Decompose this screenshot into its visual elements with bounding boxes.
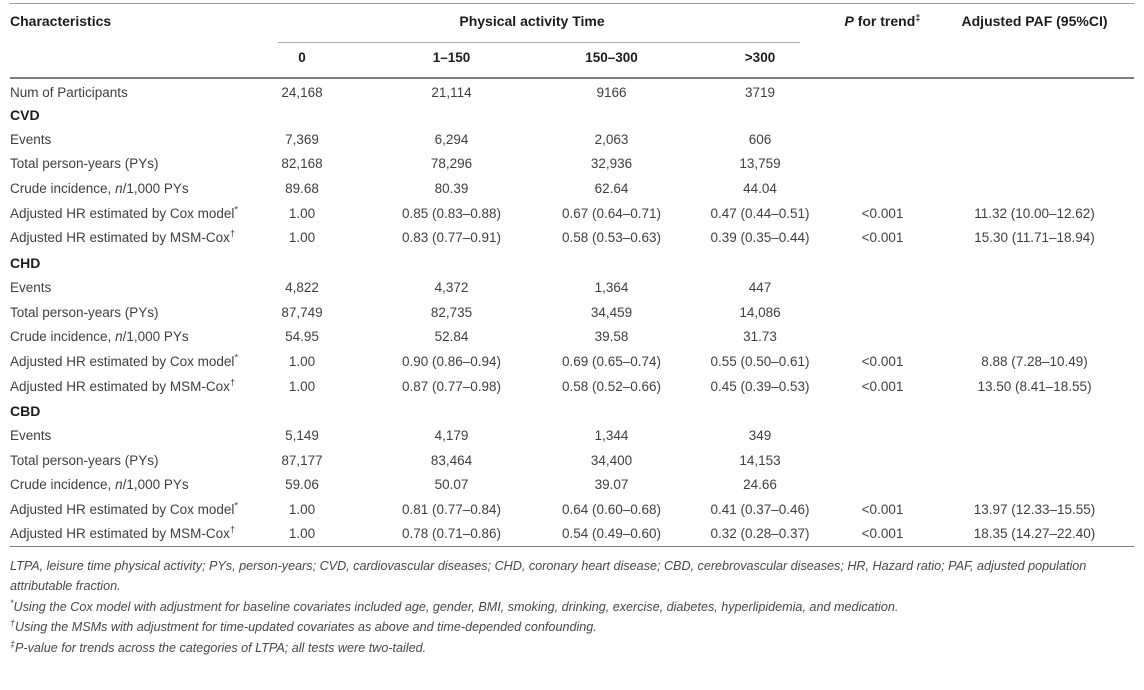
cell-value: <0.001 bbox=[861, 502, 904, 518]
cell-value bbox=[935, 473, 1134, 498]
cell-value: <0.001 bbox=[861, 230, 904, 246]
results-table bbox=[10, 3, 1134, 547]
cell-value: 24,168 bbox=[281, 85, 323, 101]
cell-value: 4,822 bbox=[285, 279, 319, 295]
cell-value: 89.68 bbox=[285, 181, 319, 197]
cell-value bbox=[830, 127, 935, 152]
col-header-adjusted-paf: Adjusted PAF (95%CI) bbox=[961, 13, 1108, 29]
cell-value: 0.45 (0.39–0.53) bbox=[710, 378, 810, 394]
cell-value: 0.64 (0.60–0.68) bbox=[561, 502, 662, 518]
cell-value: 349 bbox=[748, 427, 772, 443]
table-header bbox=[10, 4, 1134, 78]
cell-value: 32,936 bbox=[590, 156, 633, 172]
table-row bbox=[10, 201, 1134, 226]
cell-value: 606 bbox=[748, 131, 772, 147]
footnote-cox-model bbox=[10, 597, 1134, 617]
footnote-marker: † bbox=[229, 524, 236, 536]
cell-value: 5,149 bbox=[285, 427, 319, 443]
table-row bbox=[10, 324, 1134, 349]
table-row bbox=[10, 127, 1134, 152]
row-label: Events bbox=[10, 427, 52, 443]
cell-value: 34,400 bbox=[590, 452, 633, 468]
table-row bbox=[10, 78, 1134, 103]
cell-value bbox=[830, 423, 935, 448]
cell-value bbox=[370, 250, 533, 275]
footnote-marker: * bbox=[234, 352, 239, 364]
row-label: CHD bbox=[10, 254, 41, 271]
cell-value: 0.58 (0.52–0.66) bbox=[561, 378, 662, 394]
cell-value: 87,749 bbox=[281, 304, 323, 320]
cell-value bbox=[935, 127, 1134, 152]
cell-value: 0.90 (0.86–0.94) bbox=[401, 353, 502, 369]
table-row bbox=[10, 349, 1134, 374]
cell-value bbox=[935, 423, 1134, 448]
cell-value bbox=[533, 102, 690, 127]
cell-value: 54.95 bbox=[285, 329, 319, 345]
cell-value: 34,459 bbox=[590, 304, 633, 320]
cell-value bbox=[533, 398, 690, 423]
cell-value: 14,153 bbox=[739, 452, 781, 468]
cell-value bbox=[234, 398, 370, 423]
cell-value: 1.00 bbox=[288, 502, 316, 518]
cell-value: 50.07 bbox=[434, 477, 469, 493]
cell-value: 4,372 bbox=[434, 279, 469, 295]
cell-value bbox=[830, 102, 935, 127]
cell-value: 1.00 bbox=[288, 353, 316, 369]
cell-value bbox=[830, 275, 935, 300]
cell-value bbox=[690, 102, 830, 127]
cell-value bbox=[935, 324, 1134, 349]
cell-value: 6,294 bbox=[434, 131, 469, 147]
cell-value: 21,114 bbox=[431, 85, 472, 101]
cell-value: 0.87 (0.77–0.98) bbox=[401, 378, 502, 394]
cell-value: 24.66 bbox=[743, 477, 777, 493]
cell-value: 78,296 bbox=[430, 156, 473, 172]
cell-value: 44.04 bbox=[743, 181, 777, 197]
row-label: Adjusted HR estimated by Cox model* bbox=[10, 500, 239, 518]
cell-value: 31.73 bbox=[743, 329, 777, 345]
cell-value: <0.001 bbox=[861, 526, 904, 542]
cell-value bbox=[690, 250, 830, 275]
cell-value: 0.78 (0.71–0.86) bbox=[401, 526, 502, 542]
cell-value: 0.85 (0.83–0.88) bbox=[401, 205, 502, 221]
section-row bbox=[10, 250, 1134, 275]
row-label: Adjusted HR estimated by MSM-Cox† bbox=[10, 228, 236, 246]
cell-value: <0.001 bbox=[861, 205, 904, 221]
footnote-marker: † bbox=[229, 377, 236, 389]
cell-value bbox=[370, 102, 533, 127]
cell-value: 1.00 bbox=[288, 205, 316, 221]
cell-value bbox=[830, 448, 935, 473]
cell-value bbox=[830, 176, 935, 201]
cell-value: 0.69 (0.65–0.74) bbox=[561, 353, 662, 369]
cell-value: 447 bbox=[748, 279, 772, 295]
cell-value bbox=[830, 250, 935, 275]
table-row bbox=[10, 176, 1134, 201]
footnote-msm bbox=[10, 617, 1134, 637]
cell-value bbox=[830, 152, 935, 177]
cell-value: 39.58 bbox=[594, 329, 629, 345]
cell-value: 1.00 bbox=[288, 378, 316, 394]
row-label: Events bbox=[10, 279, 52, 295]
row-label: Adjusted HR estimated by MSM-Cox† bbox=[10, 524, 236, 542]
cell-value bbox=[935, 250, 1134, 275]
section-row bbox=[10, 102, 1134, 127]
row-label: Total person-years (PYs) bbox=[10, 156, 159, 172]
cell-value: 59.06 bbox=[285, 477, 319, 493]
footnote-abbreviations bbox=[10, 556, 1134, 597]
table-row bbox=[10, 522, 1134, 547]
cell-value: 0.39 (0.35–0.44) bbox=[710, 230, 810, 246]
footnote-marker: † bbox=[229, 228, 236, 240]
table-row bbox=[10, 448, 1134, 473]
footnote-text: Using the Cox model with adjustment for baseline covariates included age, gender, BMI, smoking, drinking, exercise, diabetes, hyperlipidemia, and medication. bbox=[13, 599, 899, 614]
cell-value: 1.00 bbox=[288, 526, 316, 542]
cell-value: 9166 bbox=[596, 85, 627, 101]
cell-value: 87,177 bbox=[281, 452, 323, 468]
cell-value: 0.47 (0.44–0.51) bbox=[710, 205, 810, 221]
cell-value: 7,369 bbox=[285, 131, 319, 147]
cell-value: 0.67 (0.64–0.71) bbox=[561, 205, 662, 221]
footnote-p-trend bbox=[10, 638, 1134, 658]
row-label: Adjusted HR estimated by Cox model* bbox=[10, 352, 239, 369]
col-header-p-for-trend bbox=[830, 4, 935, 78]
footnote-text: LTPA, leisure time physical activity; PYs, person-years; CVD, cardiovascular diseases; CHD, coronary heart disease; CBD, cerebrovascular diseases; HR, Hazard ratio; PAF, adjusted population attributable fraction. bbox=[10, 559, 1087, 594]
cell-value: 0.83 (0.77–0.91) bbox=[401, 230, 502, 246]
cell-value bbox=[234, 102, 370, 127]
cell-value: 4,179 bbox=[434, 427, 469, 443]
p-for-trend-text: for trend bbox=[853, 13, 916, 29]
table-row bbox=[10, 497, 1134, 522]
cell-value bbox=[935, 448, 1134, 473]
cell-value: 2,063 bbox=[594, 131, 629, 147]
cell-value bbox=[830, 300, 935, 325]
cell-value: 0.81 (0.77–0.84) bbox=[401, 502, 502, 518]
cell-value: 1.00 bbox=[288, 230, 316, 246]
cell-value: 14,086 bbox=[739, 304, 781, 320]
dagger-marker: † bbox=[10, 618, 16, 629]
cell-value bbox=[935, 176, 1134, 201]
cell-value: 39.07 bbox=[594, 477, 629, 493]
table-row bbox=[10, 300, 1134, 325]
col-header-characteristics: Characteristics bbox=[10, 13, 112, 29]
cell-value: 15.30 (11.71–18.94) bbox=[974, 230, 1095, 246]
footnote-marker: * bbox=[234, 204, 239, 216]
col-header-cat-150-300: 150–300 bbox=[585, 49, 638, 65]
col-header-cat-0: 0 bbox=[298, 49, 306, 65]
table-row bbox=[10, 275, 1134, 300]
col-header-physical-activity-time bbox=[234, 4, 830, 44]
cell-value: 13.50 (8.41–18.55) bbox=[977, 378, 1092, 394]
cell-value: 0.55 (0.50–0.61) bbox=[710, 353, 810, 369]
cell-value: 82,168 bbox=[281, 156, 323, 172]
cell-value: 18.35 (14.27–22.40) bbox=[973, 526, 1096, 542]
cell-value: 8.88 (7.28–10.49) bbox=[981, 353, 1088, 369]
row-label: Adjusted HR estimated by Cox model* bbox=[10, 204, 239, 221]
cell-value bbox=[830, 398, 935, 423]
col-header-cat-over-300: >300 bbox=[744, 49, 776, 65]
row-label: Adjusted HR estimated by MSM-Cox† bbox=[10, 377, 236, 394]
cell-value: 0.41 (0.37–0.46) bbox=[710, 502, 810, 518]
cell-value: 0.32 (0.28–0.37) bbox=[710, 526, 810, 542]
row-label: Total person-years (PYs) bbox=[10, 304, 159, 320]
cell-value: 1,344 bbox=[594, 427, 629, 443]
cell-value bbox=[533, 250, 690, 275]
row-label: Crude incidence, n/1,000 PYs bbox=[10, 329, 189, 345]
cell-value: 52.84 bbox=[434, 329, 469, 345]
cell-value: 3719 bbox=[744, 85, 776, 101]
table-row bbox=[10, 226, 1134, 251]
col-header-cat-1-150: 1–150 bbox=[432, 49, 471, 65]
cell-value bbox=[935, 300, 1134, 325]
double-dagger-symbol: ‡ bbox=[915, 12, 921, 24]
cell-value bbox=[690, 398, 830, 423]
footnote-text: Using the MSMs with adjustment for time-updated covariates as above and time-depended confounding. bbox=[15, 620, 597, 635]
row-label: CBD bbox=[10, 402, 41, 419]
cell-value bbox=[935, 102, 1134, 127]
table-row bbox=[10, 473, 1134, 498]
cell-value bbox=[935, 398, 1134, 423]
table-row bbox=[10, 423, 1134, 448]
cell-value: 13.97 (12.33–15.55) bbox=[973, 502, 1096, 518]
row-label: Num of Participants bbox=[10, 85, 128, 101]
row-label: Events bbox=[10, 131, 52, 147]
p-symbol: P bbox=[844, 13, 854, 29]
cell-value: <0.001 bbox=[861, 353, 904, 369]
cell-value bbox=[935, 152, 1134, 177]
cell-value bbox=[830, 324, 935, 349]
footnote-marker: * bbox=[234, 500, 239, 512]
cell-value: 83,464 bbox=[430, 452, 473, 468]
table-row bbox=[10, 152, 1134, 177]
cell-value: 82,735 bbox=[430, 304, 473, 320]
cell-value bbox=[830, 473, 935, 498]
spanner-label: Physical activity Time bbox=[459, 13, 605, 29]
row-label: Crude incidence, n/1,000 PYs bbox=[10, 181, 189, 197]
cell-value bbox=[935, 78, 1134, 103]
cell-value: 1,364 bbox=[594, 279, 629, 295]
double-dagger-marker: ‡ bbox=[10, 638, 16, 649]
cell-value bbox=[830, 78, 935, 103]
cell-value: 62.64 bbox=[594, 181, 629, 197]
cell-value: 0.54 (0.49–0.60) bbox=[561, 526, 662, 542]
row-label: Total person-years (PYs) bbox=[10, 452, 159, 468]
row-label: CVD bbox=[10, 106, 40, 123]
cell-value: 11.32 (10.00–12.62) bbox=[974, 205, 1095, 221]
asterisk-marker: * bbox=[10, 597, 14, 608]
section-row bbox=[10, 398, 1134, 423]
row-label: Crude incidence, n/1,000 PYs bbox=[10, 477, 189, 493]
cell-value bbox=[370, 398, 533, 423]
table-row bbox=[10, 374, 1134, 399]
cell-value: 13,759 bbox=[739, 156, 781, 172]
table-body bbox=[10, 78, 1134, 547]
cell-value: 80.39 bbox=[434, 181, 469, 197]
cell-value bbox=[234, 250, 370, 275]
footnotes bbox=[10, 556, 1134, 658]
cell-value bbox=[935, 275, 1134, 300]
footnote-text: P-value for trends across the categories of LTPA; all tests were two-tailed. bbox=[15, 640, 427, 655]
cell-value: <0.001 bbox=[861, 378, 904, 394]
cell-value: 0.58 (0.53–0.63) bbox=[561, 230, 662, 246]
